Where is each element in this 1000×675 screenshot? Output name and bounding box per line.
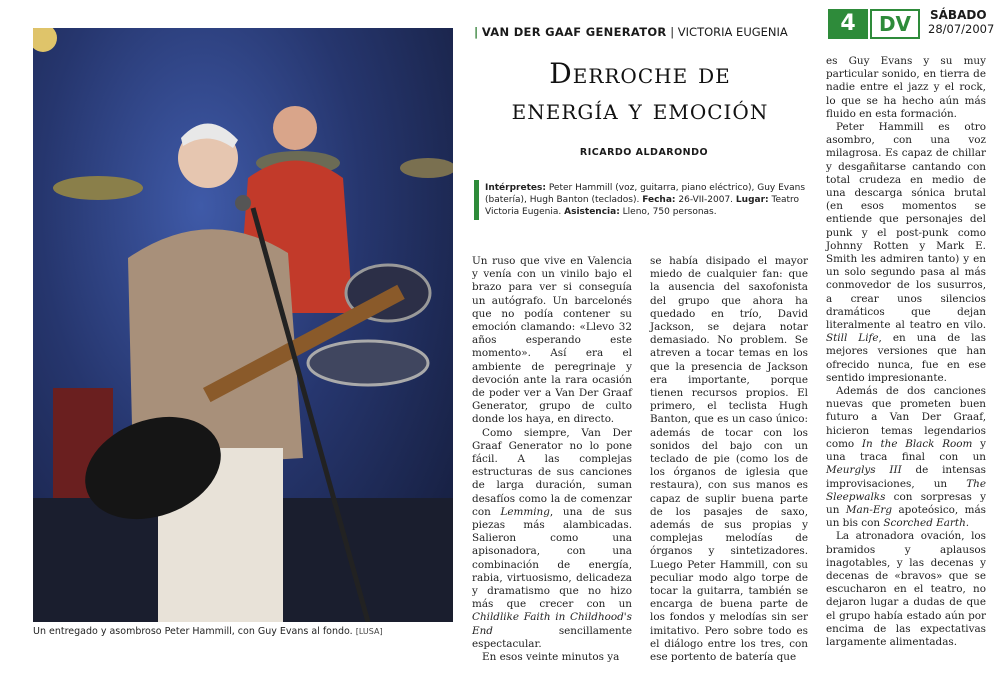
- paragraph: Como siempre, Van Der Graaf Generator no lo pone fácil. A las complejas estructuras de sus canciones de larga duración, suman desafíos como la de comenzar con Lemming, una de sus piezas más alambicadas. Salieron como una apisonadora, con una combinación de energía, rabia, virtuosismo, delicadeza y dramatismo que no hizo más que crecer con un Childlike Faith in Childhood's End sencillamente espectacular.: [472, 426, 632, 650]
- attendance-label: Asistencia:: [564, 207, 620, 217]
- issue-date: 28/07/2007: [928, 22, 995, 36]
- photo-caption: [33, 626, 463, 637]
- article-column-2: [650, 255, 808, 664]
- newspaper-logo: DV: [870, 9, 920, 39]
- venue-label: Lugar:: [735, 195, 769, 205]
- paragraph: es Guy Evans y su muy particular sonido, en tierra de nadie entre el jazz y el rock, lo que se ha hecho aún más fluido en esta formación.: [826, 55, 986, 120]
- byline: RICARDO ALDARONDO: [579, 147, 709, 158]
- venue: Teatro Victoria Eugenia.: [485, 195, 800, 217]
- paragraph: Peter Hammill es otro asombro, con una voz milagrosa. Es capaz de chillar y desgañitarse cantando con total crudeza en medio de una descarga sónica brutal (en esos momentos se entiende que personajes del punk y el post-punk como Johnny Rotten y Mark E. Smith les admiren tanto) y en un solo segundo pasa al más conmovedor de los susurros, a crear unos silencios dramáticos que dejan literalmente al teatro en vilo. Still Life, en una de las mejores versiones que han ofrecido nunca, fue en ese sentido impresionante.: [826, 121, 986, 384]
- headline-line-2: energía y emoción: [511, 93, 769, 126]
- kicker-band: VAN DER GAAF GENERATOR: [481, 25, 667, 39]
- headline-line-1: Derroche de: [549, 57, 731, 90]
- paragraph: En esos veinte minutos ya: [482, 651, 620, 664]
- issue-day: SÁBADO: [930, 8, 987, 22]
- photo-credit: [LUSA]: [355, 627, 383, 636]
- concert-photo-illustration: [33, 28, 453, 622]
- event-date: 26-VII-2007.: [678, 195, 734, 205]
- attendance: Lleno, 750 personas.: [622, 207, 717, 217]
- concert-photo: [33, 28, 453, 622]
- date-label: Fecha:: [642, 195, 676, 205]
- kicker-separator: |: [474, 25, 479, 39]
- performers-label: Intérpretes:: [485, 183, 546, 193]
- article-column-3: [826, 55, 986, 649]
- headline: [470, 56, 810, 128]
- caption-text: Un entregado y asombroso Peter Hammill, con Guy Evans al fondo.: [33, 626, 353, 637]
- paragraph: se había disipado el mayor miedo de cualquier fan: que la ausencia del saxofonista del grupo que ahora ha quedado en trío, David Jackson, se dejara notar demasiado. No problem. Se atreven a tocar temas en los que la presencia de Jackson era importante, porque tienen recursos propios. El primero, el teclista Hugh Banton, que es un caso único: además de tocar con los sonidos del bajo con un teclado de pie (como los de los órganos de iglesia que restaura), con sus manos es capaz de suplir buena parte de los pasajes de saxo, además de sus propias y complejas melodías de órganos y sintetizadores. Luego Peter Hammill, con su peculiar modo algo torpe de tocar la guitarra, también se encarga de buena parte de los fondos y melodías sin ser imitativo. Pero sobre todo es el diálogo entre los tres, con ese portento de batería que: [650, 255, 808, 664]
- paragraph: Además de dos canciones nuevas que prometen buen futuro a Van Der Graaf, hicieron temas legendarios como In the Black Room y una traca final con un Meurglys III de intensas improvisaciones, un The Sleepwalks con sorpresas y un Man-Erg apoteósico, más un bis con Scorched Earth.: [826, 385, 987, 530]
- performers: Peter Hammill (voz, guitarra, piano eléctrico), Guy Evans (batería), Hugh Banton (teclados).: [485, 183, 806, 205]
- paragraph: Un ruso que vive en Valencia y venía con un vinilo bajo el brazo para ver si conseguía un autógrafo. Un barcelonés que no podía contener su emoción clamando: «Llevo 32 años esperando este momento». Así era el ambiente de peregrinaje y devoción ante la rara ocasión de poder ver a Van Der Graaf Generator, grupo de culto donde los haya, en directo.: [472, 255, 632, 426]
- kicker-venue: VICTORIA EUGENIA: [677, 25, 788, 39]
- page-number: 4: [828, 9, 868, 39]
- article-column-1: [472, 255, 632, 664]
- kicker-separator: |: [670, 25, 675, 39]
- section-kicker: [474, 25, 814, 39]
- fact-box: [474, 180, 818, 220]
- paragraph: La atronadora ovación, los bramidos y aplausos inagotables, y las decenas y decenas de «bravos» que se escucharon en el teatro, no dejaron lugar a dudas de que el grupo había estado aún por encima de las expectativas largamente alimentadas.: [826, 530, 986, 648]
